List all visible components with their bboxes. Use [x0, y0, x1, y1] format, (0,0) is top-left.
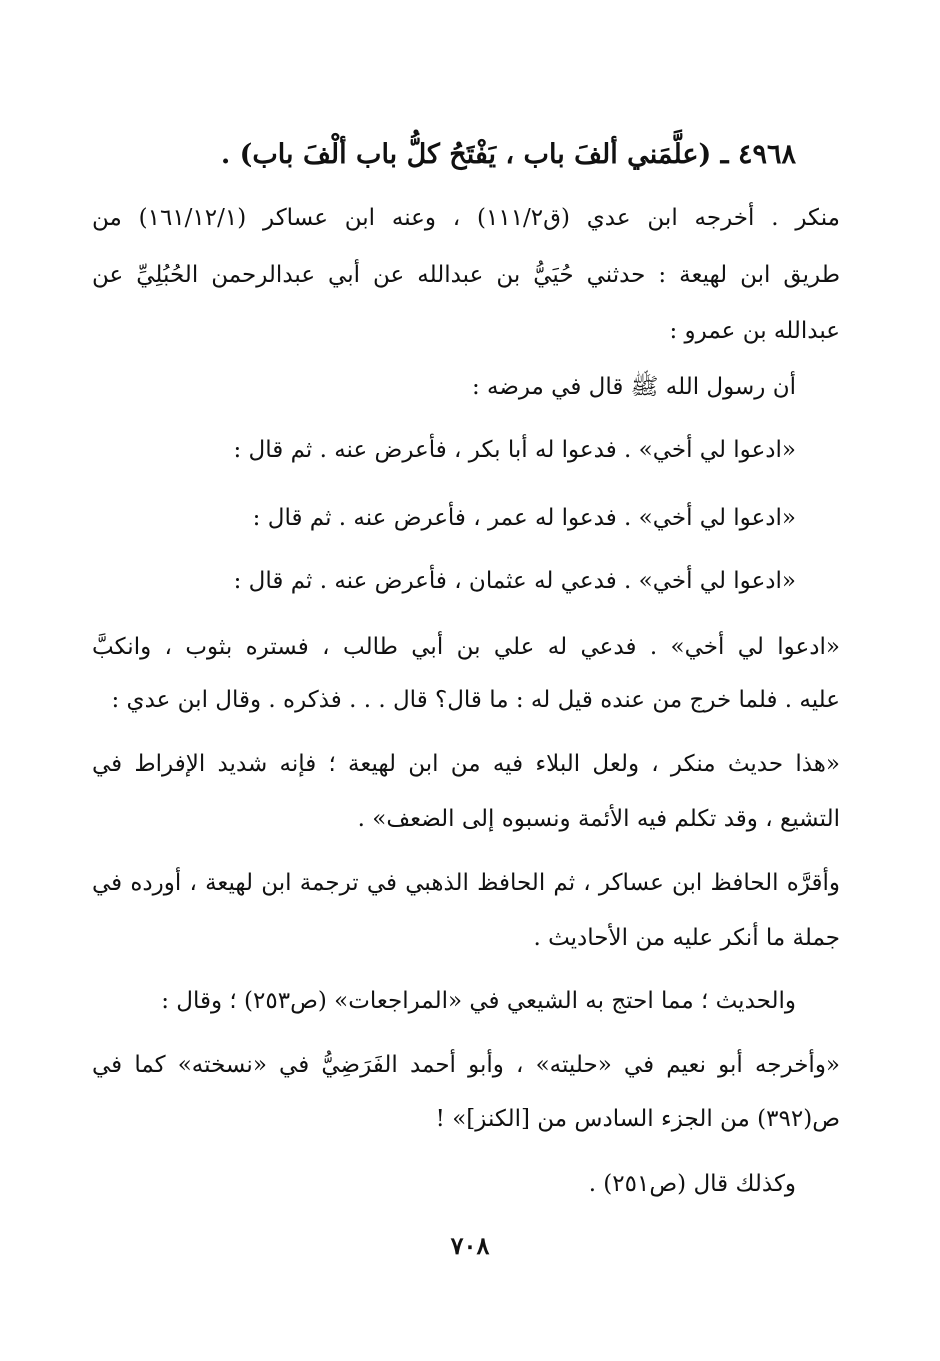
hadith-heading: ٤٩٦٨ ـ (علَّمَني ألفَ باب ، يَفْتَحُ كلُّ باب ألْفَ باب) .: [220, 139, 796, 170]
paragraph-line: عبدالله بن عمرو :: [669, 318, 840, 344]
paragraph-line: عليه . فلما خرج من عنده قيل له : ما قال؟ قال . . . فذكره . وقال ابن عدي :: [111, 687, 840, 713]
paragraph-line: جملة ما أنكر عليه من الأحاديث .: [533, 925, 840, 951]
paragraph-line: طريق ابن لهيعة : حدثني حُيَيُّ بن عبدالله عن أبي عبدالرحمن الحُبُلِيِّ عن: [92, 262, 840, 288]
paragraph-line: والحديث ؛ مما احتج به الشيعي في «المراجعات» (ص٢٥٣) ؛ وقال :: [161, 988, 796, 1014]
paragraph-line: التشيع ، وقد تكلم فيه الأئمة ونسبوه إلى الضعف» .: [357, 806, 840, 832]
paragraph-line: «وأخرجه أبو نعيم في «حليته» ، وأبو أحمد الفَرَضِيُّ في «نسخته» كما في: [92, 1052, 840, 1078]
paragraph-line: «ادعوا لي أخي» . فدعي له عثمان ، فأعرض عنه . ثم قال :: [233, 568, 796, 594]
paragraph-line: «ادعوا لي أخي» . فدعوا له عمر ، فأعرض عنه . ثم قال :: [252, 505, 796, 531]
paragraph-line: «ادعوا لي أخي» . فدعي له علي بن أبي طالب ، فستره بثوب ، وانكبَّ: [92, 634, 840, 660]
paragraph-line: «هذا حديث منكر ، ولعل البلاء فيه من ابن لهيعة ؛ فإنه شديد الإفراط في: [92, 751, 840, 777]
paragraph-line: وأقرَّه الحافظ ابن عساكر ، ثم الحافظ الذهبي في ترجمة ابن لهيعة ، أورده في: [92, 870, 840, 896]
paragraph-line: أن رسول الله ﷺ قال في مرضه :: [471, 374, 796, 400]
paragraph-line: منكر . أخرجه ابن عدي (ق١١١/٢) ، وعنه ابن عساكر (١٦١/١٢/١) من: [92, 205, 840, 231]
paragraph-line: وكذلك قال (ص٢٥١) .: [588, 1171, 796, 1197]
page-number: ٧٠٨: [450, 1231, 490, 1260]
paragraph-line: «ادعوا لي أخي» . فدعوا له أبا بكر ، فأعرض عنه . ثم قال :: [233, 437, 796, 463]
paragraph-line: ص(٣٩٢) من الجزء السادس من [الكنز]» !: [435, 1106, 840, 1132]
